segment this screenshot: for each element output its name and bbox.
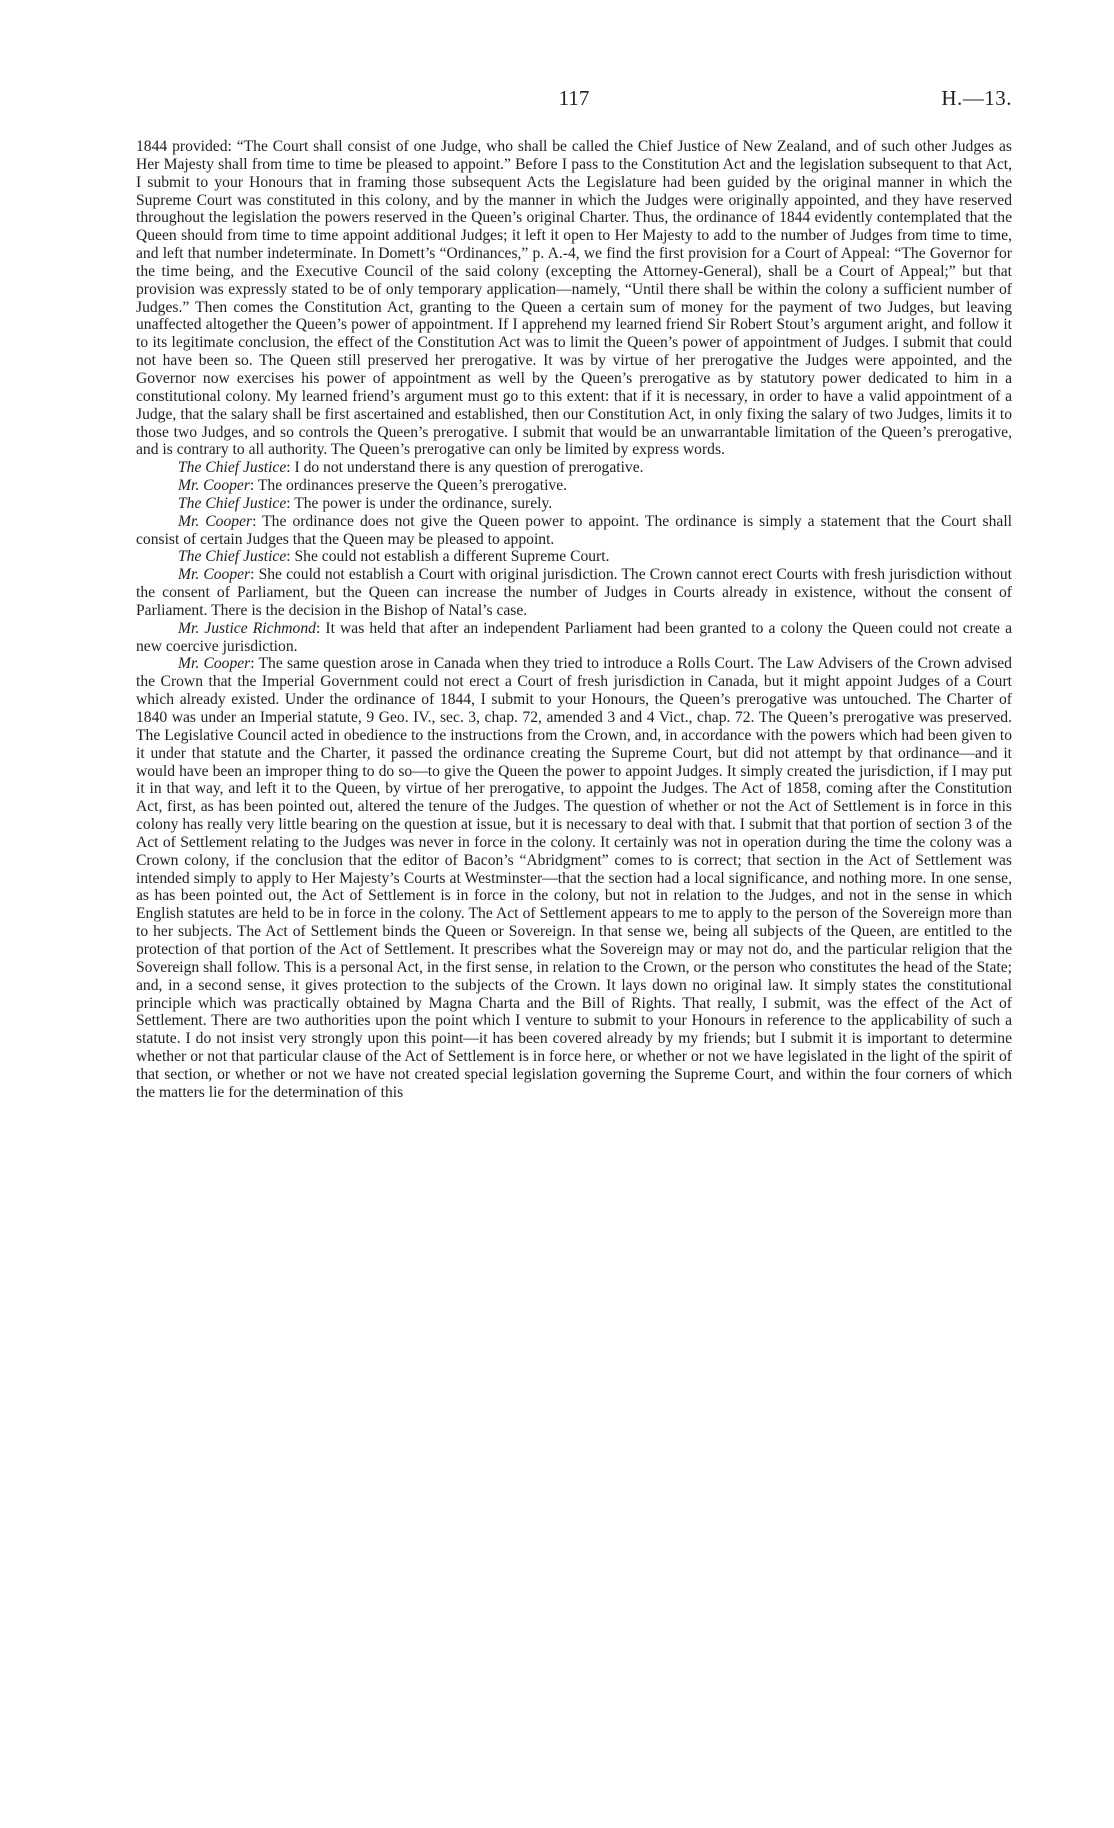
speaker-name: Mr. Cooper — [178, 655, 251, 673]
paragraph — [136, 548, 1012, 566]
paragraph-text: : The ordinance does not give the Queen power to appoint. The ordinance is simply a statement that the Court shall consist of certain Judges that the Queen may be pleased to appoint. — [136, 512, 1012, 548]
paragraph — [136, 655, 1012, 1101]
paragraph-text: : She could not establish a Court with original jurisdiction. The Crown cannot erect Courts with fresh jurisdiction without the consent of Parliament, but the Queen can increase the number of Judges in Courts already in existence, without the consent of Parliament. There is the decision in the Bishop of Natal’s case. — [136, 566, 1012, 619]
paragraph-text: : The ordinances preserve the Queen’s prerogative. — [249, 477, 568, 495]
speaker-name: Mr. Cooper — [178, 566, 251, 584]
speaker-name: The Chief Justice — [178, 494, 287, 512]
page-number: 117 — [558, 86, 590, 110]
paragraph — [136, 620, 1012, 656]
speaker-name: Mr. Cooper — [178, 512, 253, 530]
paragraph-text: : The power is under the ordinance, surely. — [286, 494, 553, 512]
paragraph-text: : The same question arose in Canada when they tried to introduce a Rolls Court. The Law Advisers of the Crown advised the Crown that the Imperial Government could not erect a Court of fresh jurisdiction in Canada, but it might appoint Judges of a Court which already existed. Under the ordinance of 1844, I submit to your Honours, the Queen’s prerogative was untouched. The Charter of 1840 was under an Imperial statute, 9 Geo. IV., sec. 3, chap. 72, amended 3 and 4 Vict., chap. 72. The Queen’s prerogative was preserved. The Legislative Council acted in obedience to the instructions from the Crown, and, in accordance with the powers which had been given to it under that statute and the Charter, it passed the ordinance creating the Supreme Court, but did not attempt by that ordinance—and it would have been an improper thing to do so—to give the Queen the power to appoint Judges. It simply created the jurisdiction, if I may put it in that way, and left it to the Queen, by virtue of her prerogative, to appoint the Judges. The Act of 1858, coming after the Constitution Act, first, as has been pointed out, altered the tenure of the Judges. The question of whether or not the Act of Settlement is in force in this colony has really very little bearing on the question at issue, but it is necessary to deal with that. I submit that that portion of section 3 of the Act of Settlement relating to the Judges was never in force in the colony. It certainly was not in operation during the time the colony was a Crown colony, if the conclusion that the editor of Bacon’s “Abridgment” comes to is correct; that section in the Act of Settlement was intended simply to apply to Her Majesty’s Courts at Westminster—that the section had a local significance, and nothing more. In one sense, as has been pointed out, the Act of Settlement is in force in the colony, but not in relation to the Judges, and not in the sense in which English statutes are held to be in force in the colony. The Act of Settlement appears to me to apply to the person of the Sovereign more than to her subjects. The Act of Settlement binds the Queen or Sovereign. In that sense we, being all subjects of the Queen, are entitled to the protection of that portion of the Act of Settlement. It prescribes what the Sovereign may or may not do, and the particular religion that the Sovereign shall follow. This is a personal Act, in the first sense, in relation to the Crown, or the person who constitutes the head of the State; and, in a second sense, it gives protection to the subjects of the Crown. It lays down no original law. It simply states the constitutional principle which was practically obtained by Magna Charta and the Bill of Rights. That really, I submit, was the effect of the Act of Settlement. There are two authorities upon the point which I venture to submit to your Honours in reference to the applicability of such a statute. I do not insist very strongly upon this point—it has been covered already by my friends; but I submit it is important to determine whether or not that particular clause of the Act of Settlement is in force here, or whether or not we have legislated in the light of the spirit of that section, or whether or not we have not created special legislation governing the Supreme Court, and within the four corners of which the matters lie for the determination of this — [136, 655, 1012, 1101]
paragraph-text: 1844 provided: “The Court shall consist of one Judge, who shall be called the Chief Justice of New Zealand, and of such other Judges as Her Majesty shall from time to time be pleased to appoint.” Before I pass to the Constitution Act and the legislation subsequent to that Act, I submit to your Honours that in framing those subsequent Acts the Legislature had been guided by the original manner in which the Supreme Court was constituted in this colony, and by the manner in which the Judges were originally appointed, and they have reserved throughout the legislation the powers reserved in the Queen’s original Charter. Thus, the ordinance of 1844 evidently contemplated that the Queen should from time to time appoint additional Judges; it left it open to Her Majesty to add to the number of Judges from time to time, and left that number indeterminate. In Domett’s “Ordinances,” p. A.-4, we find the first provision for a Court of Appeal: “The Governor for the time being, and the Executive Council of the said colony (excepting the Attorney-General), shall be a Court of Appeal;” but that provision was expressly stated to be of only temporary application—namely, “Until there shall be within the colony a sufficient number of Judges.” Then comes the Constitution Act, granting to the Queen a certain sum of money for the payment of two Judges, but leaving unaffected altogether the Queen’s power of appointment. If I apprehend my learned friend Sir Robert Stout’s argument aright, and follow it to its legitimate conclusion, the effect of the Constitution Act was to limit the Queen’s power of appointment of Judges. I submit that could not have been so. The Queen still preserved her prerogative. It was by virtue of her prerogative the Judges were appointed, and the Governor now exercises his power of appointment as well by the Queen’s prerogative as by statutory power dedicated to him in a constitutional colony. My learned friend’s argument must go to this extent: that if it is necessary, in order to have a valid appointment of a Judge, that the salary shall be first ascertained and established, then our Constitution Act, in only fixing the salary of two Judges, limits it to those two Judges, and so controls the Queen’s prerogative. I submit that would be an unwarrantable limitation of the Queen’s prerogative, and is contrary to all authority. The Queen’s prerogative can only be limited by express words. — [136, 138, 1012, 459]
speaker-name: Mr. Cooper — [178, 477, 250, 495]
paragraph-text: : She could not establish a different Supreme Court. — [286, 548, 610, 566]
paragraph — [136, 459, 1012, 477]
paragraph-text: : It was held that after an independent Parliament had been granted to a colony the Queen could not create a new coercive jurisdiction. — [136, 619, 1012, 655]
paragraph — [136, 477, 1012, 495]
paragraph — [136, 495, 1012, 513]
paragraph — [136, 513, 1012, 549]
speaker-name: The Chief Justice — [178, 459, 287, 477]
page-header — [136, 86, 1012, 116]
document-body — [136, 138, 1012, 1102]
paragraph — [136, 566, 1012, 620]
speaker-name: Mr. Justice Richmond — [178, 619, 316, 637]
speaker-name: The Chief Justice — [178, 548, 287, 566]
paragraph — [136, 138, 1012, 459]
paragraph-text: : I do not understand there is any question of prerogative. — [286, 459, 644, 477]
document-reference: H.—13. — [941, 86, 1012, 110]
